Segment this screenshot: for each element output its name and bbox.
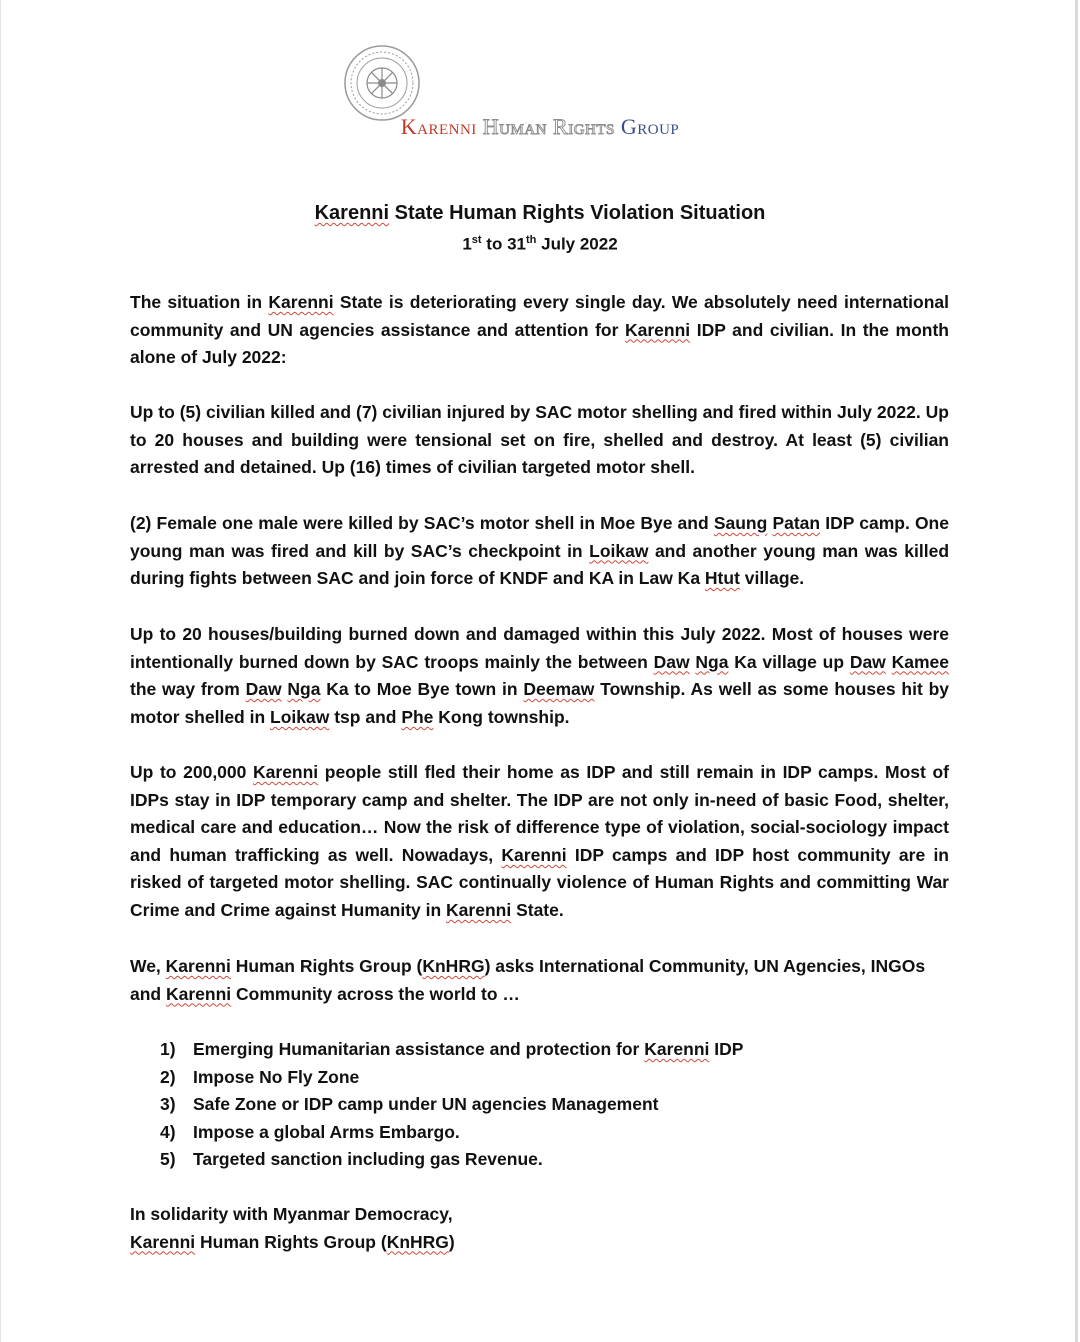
- document-date: 1st to 31th July 2022: [462, 234, 618, 254]
- signature-org: Karenni Human Rights Group (KnHRG): [130, 1231, 455, 1252]
- org-name-human-rights: Human Rights: [482, 114, 615, 139]
- demand-item: [160, 1146, 743, 1174]
- paragraph-idps: Up to 200,000 Karenni people still fled their home as IDP and still remain in IDP camps. Most of IDPs stay in IDP temporary camp and shelter. The IDP are not only in-need of basic Food, shelter, medical care and education… Now the risk of difference type of violation, social-sociology impact and human trafficking as well. Nowadays, Karenni IDP camps and IDP host community are in risked of targeted motor shelling. SAC continually violence of Human Rights and committing War Crime and Crime against Humanity in Karenni State.: [130, 762, 950, 920]
- demand-number: 5): [160, 1149, 176, 1170]
- demand-number: 3): [160, 1094, 176, 1115]
- org-name-group: Group: [620, 114, 680, 139]
- demands-list: [160, 1036, 743, 1174]
- demand-item: [160, 1036, 743, 1064]
- demand-text: Targeted sanction including gas Revenue.: [193, 1149, 543, 1170]
- signature-block: [130, 1201, 455, 1256]
- demand-number: 2): [160, 1066, 176, 1087]
- org-name-header: [0, 114, 1080, 140]
- demand-item: [160, 1119, 743, 1147]
- paragraph-houses: Up to 20 houses/building burned down and damaged within this July 2022. Most of houses were intentionally burned down by SAC troops mainly the between Daw Nga Ka village up Daw Kamee the way from Daw Nga Ka to Moe Bye town in Deemaw Township. As well as some houses hit by motor shelled in Loikaw tsp and Phe Kong township.: [130, 624, 949, 727]
- demand-number: 1): [160, 1039, 176, 1059]
- org-name-karenni: Karenni: [400, 114, 477, 139]
- paragraph-casualties: Up to (5) civilian killed and (7) civilian injured by SAC motor shelling and fired within July 2022. Up to 20 houses and building were tensional set on fire, shelled and destroy. At least (5) civilian arrested and detained. Up (16) times of civilian targeted motor shell.: [130, 402, 949, 478]
- paragraph-intro: The situation in Karenni State is deteriorating every single day. We absolutely need international community and UN agencies assistance and attention for Karenni IDP and civilian. In the month alone of July 2022:: [130, 292, 949, 368]
- demand-text: Impose a global Arms Embargo.: [193, 1121, 460, 1142]
- demand-number: 4): [160, 1121, 176, 1142]
- demand-text: Emerging Humanitarian assistance and protection for Karenni IDP: [193, 1039, 744, 1059]
- paragraph-appeal: We, Karenni Human Rights Group (KnHRG) asks International Community, UN Agencies, INGOs and Karenni Community across the world to …: [130, 956, 926, 1004]
- closing-line: In solidarity with Myanmar Democracy,: [130, 1204, 453, 1224]
- demand-text: Safe Zone or IDP camp under UN agencies Management: [193, 1094, 659, 1115]
- document-title: Karenni State Human Rights Violation Situation: [314, 202, 766, 224]
- demand-item: [160, 1064, 743, 1092]
- demand-text: Impose No Fly Zone: [193, 1066, 360, 1087]
- demand-item: [160, 1091, 743, 1119]
- org-seal-logo: [343, 44, 421, 122]
- paragraph-killings: (2) Female one male were killed by SAC’s motor shell in Moe Bye and Saung Patan IDP camp. One young man was fired and kill by SAC’s checkpoint in Loikaw and another young man was killed during fights between SAC and join force of KNDF and KA in Law Ka Htut village.: [130, 513, 950, 589]
